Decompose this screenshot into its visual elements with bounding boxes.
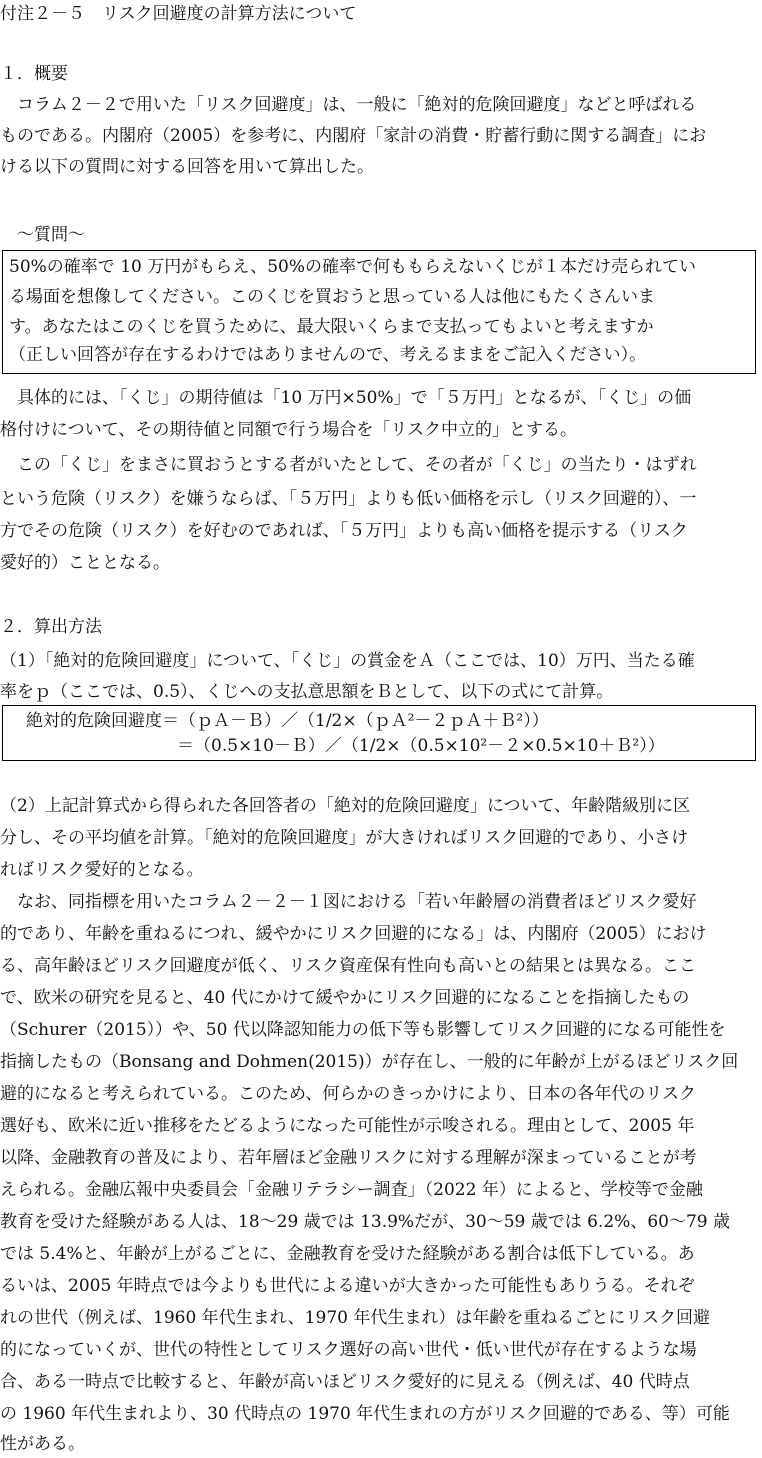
question-label: ～質問～ — [0, 225, 85, 245]
formula-line-1: 絶対的危険回避度＝（ｐＡ－Ｂ）／（1/2×（ｐＡ²－２ｐＡ＋Ｂ²）） — [9, 711, 549, 731]
paragraph-line: 具体的には、「くじ」の期待値は「10 万円×50%」で「５万円」となるが、「くじ」の価 — [0, 388, 692, 408]
paragraph-line: ける以下の質問に対する回答を用いて算出した。 — [0, 157, 374, 177]
question-line: 50%の確率で 10 万円がもらえ、50%の確率で何ももらえないくじが１本だけ売られてい — [9, 257, 697, 277]
paragraph-line: 率をｐ（ここでは、0.5）、くじへの支払意思額をＢとして、以下の式にて計算。 — [0, 682, 614, 702]
paragraph-line: という危険（リスク）を嫌うならば、「５万円」よりも低い価格を示し（リスク回避的）、一 — [0, 489, 697, 509]
paragraph-line: なお、同指標を用いたコラム２－２－１図における「若い年齢層の消費者ほどリスク愛好 — [0, 892, 697, 912]
question-line: る場面を想像してください。このくじを買おうと思っている人は他にもたくさんいま — [9, 287, 655, 307]
paragraph-line: （Schurer（2015））や、50 代以降認知能力の低下等も影響してリスク回避的になる可能性を — [0, 1020, 726, 1040]
paragraph-line: 的になっていくが、世代の特性としてリスク選好の高い世代・低い世代が存在するような場 — [0, 1340, 697, 1360]
paragraph-line: 指摘したもの（Bonsang and Dohmen(2015)）が存在し、一般的に年齢が上がるほどリスク回 — [0, 1052, 739, 1072]
paragraph-line: （2）上記計算式から得られた各回答者の「絶対的危険回避度」について、年齢階級別に区 — [0, 796, 691, 816]
paragraph-line: るいは、2005 年時点では今よりも世代による違いが大きかった可能性もありうる。それぞ — [0, 1276, 695, 1296]
paragraph-line: で、欧米の研究を見ると、40 代にかけて緩やかにリスク回避的になることを指摘したもの — [0, 988, 690, 1008]
question-box — [2, 250, 756, 374]
paragraph-line: 性がある。 — [0, 1434, 85, 1454]
paragraph-line: 格付けについて、その期待値と同額で行う場合を「リスク中立的」とする。 — [0, 420, 577, 440]
paragraph-line: では 5.4%と、年齢が上がるごとに、金融教育を受けた経験がある割合は低下している。あ — [0, 1244, 695, 1264]
paragraph-line: （1）「絶対的危険回避度」について、「くじ」の賞金をＡ（ここでは、10）万円、当たる確 — [0, 651, 695, 671]
paragraph-line: の 1960 年代生まれより、30 代時点の 1970 年代生まれの方がリスク回避的である、等）可能 — [0, 1404, 730, 1424]
page-title: 付注２－５ リスク回避度の計算方法について — [0, 4, 357, 24]
paragraph-line: ものである。内閣府（2005）を参考に、内閣府「家計の消費・貯蓄行動に関する調査」にお — [0, 126, 707, 146]
formula-box — [2, 705, 756, 761]
section-1-heading: １．概要 — [0, 64, 68, 84]
paragraph-line: 愛好的）こととなる。 — [0, 553, 170, 573]
paragraph-line: 方でその危険（リスク）を好むのであれば、「５万円」よりも高い価格を提示する（リスク — [0, 521, 688, 541]
paragraph-line: 分し、その平均値を計算。「絶対的危険回避度」が大きければリスク回避的であり、小さけ — [0, 828, 689, 848]
paragraph-line: 以降、金融教育の普及により、若年層ほど金融リスクに対する理解が深まっていることが考 — [0, 1148, 697, 1168]
paragraph-line: 的であり、年齢を重ねるにつれ、緩やかにリスク回避的になる」は、内閣府（2005）におけ — [0, 924, 707, 944]
formula-line-2: ＝（0.5×10－Ｂ）／（1/2×（0.5×10²－２×0.5×10＋Ｂ²）） — [177, 736, 665, 756]
paragraph-line: ればリスク愛好的となる。 — [0, 860, 204, 880]
paragraph-line: れの世代（例えば、1960 年代生まれ、1970 年代生まれ）は年齢を重ねるごとにリスク回避 — [0, 1308, 711, 1328]
paragraph-line: 避的になると考えられている。このため、何らかのきっかけにより、日本の各年代のリスク — [0, 1084, 696, 1104]
section-2-heading: ２．算出方法 — [0, 617, 102, 637]
question-line: す。あなたはこのくじを買うために、最大限いくらまで支払ってもよいと考えますか — [9, 317, 654, 337]
paragraph-line: この「くじ」をまさに買おうとする者がいたとして、その者が「くじ」の当たり・はずれ — [0, 455, 697, 475]
paragraph-line: コラム２－２で用いた「リスク回避度」は、一般に「絶対的危険回避度」などと呼ばれる — [0, 95, 697, 115]
paragraph-line: 合、ある一時点で比較すると、年齢が高いほどリスク愛好的に見える（例えば、40 代時点 — [0, 1372, 690, 1392]
paragraph-line: る、高年齢ほどリスク回避度が低く、リスク資産保有性向も高いとの結果とは異なる。ここ — [0, 956, 696, 976]
question-line: （正しい回答が存在するわけではありませんので、考えるままをご記入ください）。 — [9, 345, 647, 365]
paragraph-line: 選好も、欧米に近い推移をたどるようになった可能性が示唆される。理由として、2005 年 — [0, 1116, 695, 1136]
paragraph-line: えられる。金融広報中央委員会「金融リテラシー調査」（2022 年）によると、学校等で金融 — [0, 1180, 703, 1200]
paragraph-line: 教育を受けた経験がある人は、18～29 歳では 13.9%だが、30～59 歳では 6.2%、60～79 歳 — [0, 1212, 731, 1232]
